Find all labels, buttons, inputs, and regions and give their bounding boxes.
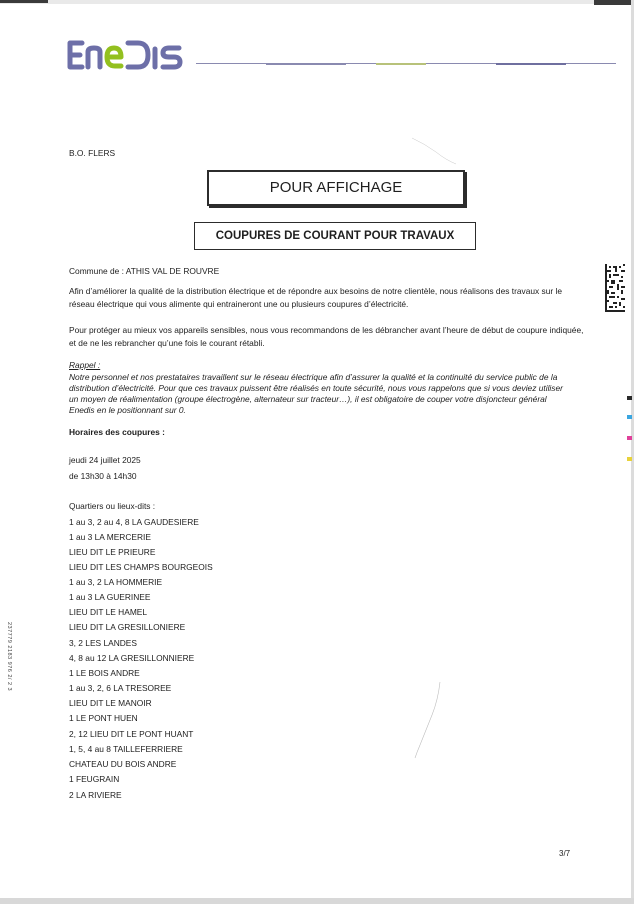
list-item: 1 au 3, 2 au 4, 8 LA GAUDESIERE <box>69 517 199 527</box>
page-number: 3/7 <box>559 849 571 858</box>
scan-edge-bottom <box>0 898 634 904</box>
banner-title: POUR AFFICHAGE <box>269 179 403 196</box>
registration-mark-yellow <box>627 457 632 461</box>
list-item: 1 au 3 LA MERCERIE <box>69 532 151 542</box>
rappel-body: Notre personnel et nos prestataires travaillent sur le réseau électrique afin d’assurer la qualité et la continuité du service public de la distribution d’électricité. Pour que ces travaux puissent être réalisés en toute sécurité, nous vous rappelons que si vous deviez utiliser un moyen de réalimentation (groupe électrogène, alternateur sur tracteur…), il est obligatoire de couper votre disjoncteur général Enedis en le positionnant sur 0. <box>69 372 563 415</box>
commune-label: Commune de : ATHIS VAL DE ROUVRE <box>69 266 220 276</box>
side-reference: 237779 2183 976 2/ 2 3 <box>6 622 12 692</box>
list-item: 2 LA RIVIERE <box>69 790 122 800</box>
banner-box <box>207 170 465 206</box>
subtitle-box <box>194 222 476 250</box>
list-item: LIEU DIT LE PRIEURE <box>69 547 156 557</box>
list-item: 1 LE PONT HUEN <box>69 713 138 723</box>
subtitle: COUPURES DE COURANT POUR TRAVAUX <box>215 230 455 242</box>
horaires-heading: Horaires des coupures : <box>69 427 165 437</box>
list-item: 2, 12 LIEU DIT LE PONT HUANT <box>69 729 194 739</box>
scan-edge-top <box>0 0 634 4</box>
list-item: 1 au 3, 2, 6 LA TRESOREE <box>69 683 172 693</box>
list-item: LIEU DIT LE MANOIR <box>69 698 152 708</box>
list-item: LIEU DIT LA GRESILLONIERE <box>69 622 186 632</box>
logo-underline <box>196 63 616 64</box>
registration-mark-black <box>627 396 632 400</box>
registration-mark-cyan <box>627 415 632 419</box>
list-item: 3, 2 LES LANDES <box>69 638 137 648</box>
registration-mark-magenta <box>627 436 632 440</box>
list-item: 4, 8 au 12 LA GRESILLONNIERE <box>69 653 195 663</box>
list-item: 1, 5, 4 au 8 TAILLEFERRIERE <box>69 744 183 754</box>
schedule-date: jeudi 24 juillet 2025 <box>69 455 141 465</box>
schedule-time: de 13h30 à 14h30 <box>69 471 137 481</box>
enedis-logo <box>66 38 186 72</box>
scan-artifact <box>410 680 450 760</box>
list-item: 1 FEUGRAIN <box>69 774 120 784</box>
list-item: LIEU DIT LES CHAMPS BOURGEOIS <box>69 562 213 572</box>
list-item: 1 au 3 LA GUERINEE <box>69 592 151 602</box>
datamatrix-code <box>605 264 625 312</box>
office-label: B.O. FLERS <box>69 148 116 158</box>
rappel-heading: Rappel : <box>69 360 101 370</box>
list-item: 1 au 3, 2 LA HOMMERIE <box>69 577 163 587</box>
list-item: CHATEAU DU BOIS ANDRE <box>69 759 177 769</box>
list-item: LIEU DIT LE HAMEL <box>69 607 148 617</box>
scan-artifact <box>410 130 460 170</box>
protection-paragraph: Pour protéger au mieux vos appareils sensibles, nous vous recommandons de les débrancher avant l’heure de début de coupure indiquée, et de ne les rebrancher qu’une fois le courant rétabli. <box>69 325 584 348</box>
intro-paragraph: Afin d’améliorer la qualité de la distribution électrique et de répondre aux besoins de notre clientèle, nous réalisons des travaux sur le réseau électrique qui vous alimente qui entraineront une ou plusieurs coupures d’électricité. <box>69 286 563 309</box>
list-item: 1 LE BOIS ANDRE <box>69 668 140 678</box>
quartiers-heading: Quartiers ou lieux-dits : <box>69 501 156 511</box>
